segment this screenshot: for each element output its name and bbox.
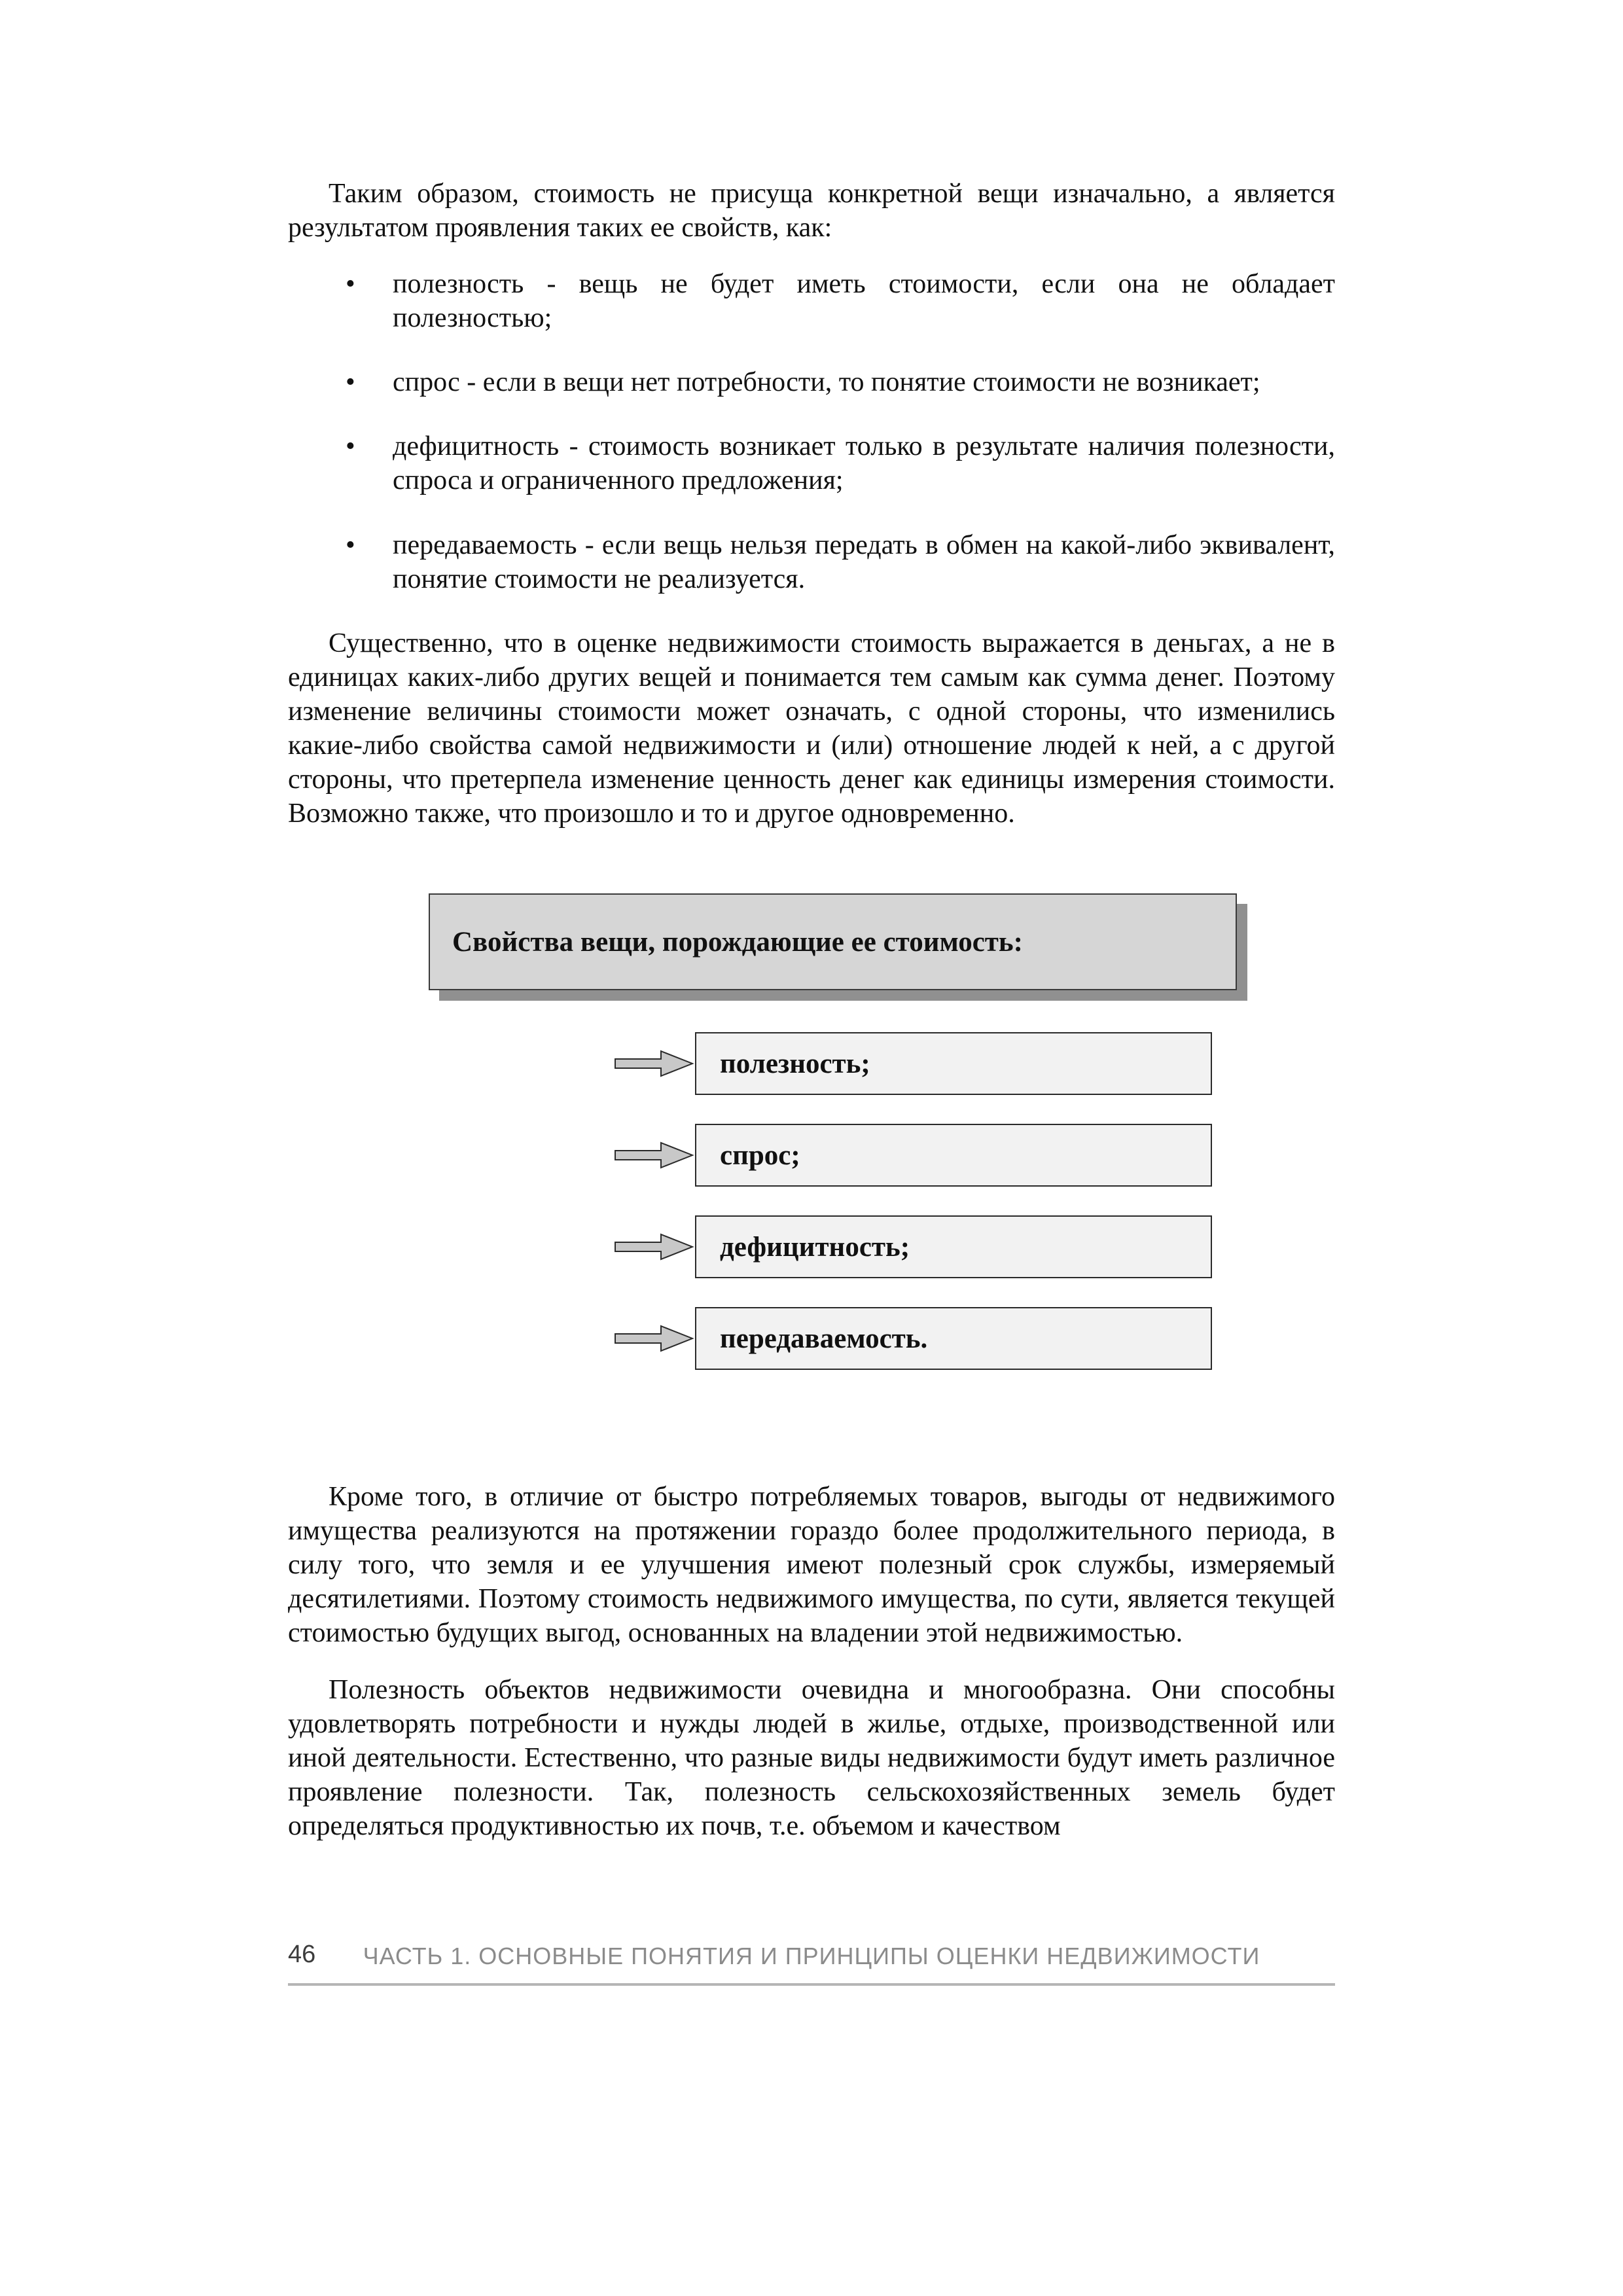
diagram-item-box: дефицитность; (695, 1215, 1212, 1278)
paragraph-benefits: Кроме того, в отличие от быстро потребляемых товаров, выгоды от недвижимого имущества реализуются на протяжении гораздо более продолжительного периода, в силу того, что земля и ее улучшения имеют полезный срок службы, измеряемый десятилетиями. Поэтому стоимость недвижимого имущества, по сути, является текущей стоимостью будущих выгод, основанных на владении этой недвижимостью. (288, 1482, 1335, 1649)
right-block-arrow-icon (614, 1139, 695, 1171)
diagram-row (614, 1032, 1335, 1095)
page-number: 46 (288, 1941, 316, 1968)
bullet-item (288, 429, 1335, 497)
diagram-row (614, 1124, 1335, 1187)
bullet-icon: • (346, 529, 355, 560)
bullet-item-text: дефицитность - стоимость возникает только в результате наличия полезности, спроса и ограниченного предложения; (393, 431, 1335, 496)
bullet-item-text: полезность - вещь не будет иметь стоимости, если она не обладает полезностью; (393, 269, 1335, 334)
bullet-item (288, 528, 1335, 596)
bullet-item-text: передаваемость - если вещь нельзя передать в обмен на какой-либо эквивалент, понятие стоимости не реализуется. (393, 529, 1335, 594)
diagram-item-box: спрос; (695, 1124, 1212, 1187)
right-block-arrow-icon (614, 1048, 695, 1079)
diagram-row (614, 1215, 1335, 1278)
bullet-item (288, 365, 1335, 399)
chapter-title: ЧАСТЬ 1. ОСНОВНЫЕ ПОНЯТИЯ И ПРИНЦИПЫ ОЦЕНКИ НЕДВИЖИМОСТИ (363, 1943, 1260, 1969)
bullet-icon: • (346, 367, 355, 398)
bullet-icon: • (346, 431, 355, 462)
diagram-title-box: Свойства вещи, порождающие ее стоимость: (429, 893, 1237, 990)
diagram-item-box: полезность; (695, 1032, 1212, 1095)
right-block-arrow-icon (614, 1323, 695, 1354)
bullet-item-text: спрос - если в вещи нет потребности, то понятие стоимости не возникает; (393, 367, 1260, 398)
diagram-row (614, 1307, 1335, 1370)
bullet-item (288, 267, 1335, 335)
bullet-icon: • (346, 269, 355, 300)
paragraph-utility: Полезность объектов недвижимости очевидна и многообразна. Они способны удовлетворять потребности и нужды людей в жилье, отдыхе, производственной или иной деятельности. Естественно, что разные виды недвижимости будут иметь различное проявление полезности. Так, полезность сельскохозяйственных земель будет определяться продуктивностью их почв, т.е. объемом и качеством (288, 1674, 1335, 1841)
paragraph-intro: Таким образом, стоимость не присуща конкретной вещи изначально, а является результатом проявления таких ее свойств, как: (288, 179, 1335, 243)
page-footer (288, 1943, 1335, 1986)
paragraph-money: Существенно, что в оценке недвижимости стоимость выражается в деньгах, а не в единицах каких-либо других вещей и понимается тем самым как сумма денег. Поэтому изменение величины стоимости может означать, с одной стороны, что изменились какие-либо свойства самой недвижимости и (или) отношение людей к ней, а с другой стороны, что претерпела изменение ценность денег как единицы измерения стоимости. Возможно также, что произошло и то и другое одновременно. (288, 628, 1335, 829)
properties-diagram (288, 893, 1335, 1370)
diagram-rows (288, 1032, 1335, 1370)
page-content (288, 177, 1335, 1865)
diagram-item-box: передаваемость. (695, 1307, 1212, 1370)
right-block-arrow-icon (614, 1231, 695, 1263)
bullet-list (288, 267, 1335, 596)
